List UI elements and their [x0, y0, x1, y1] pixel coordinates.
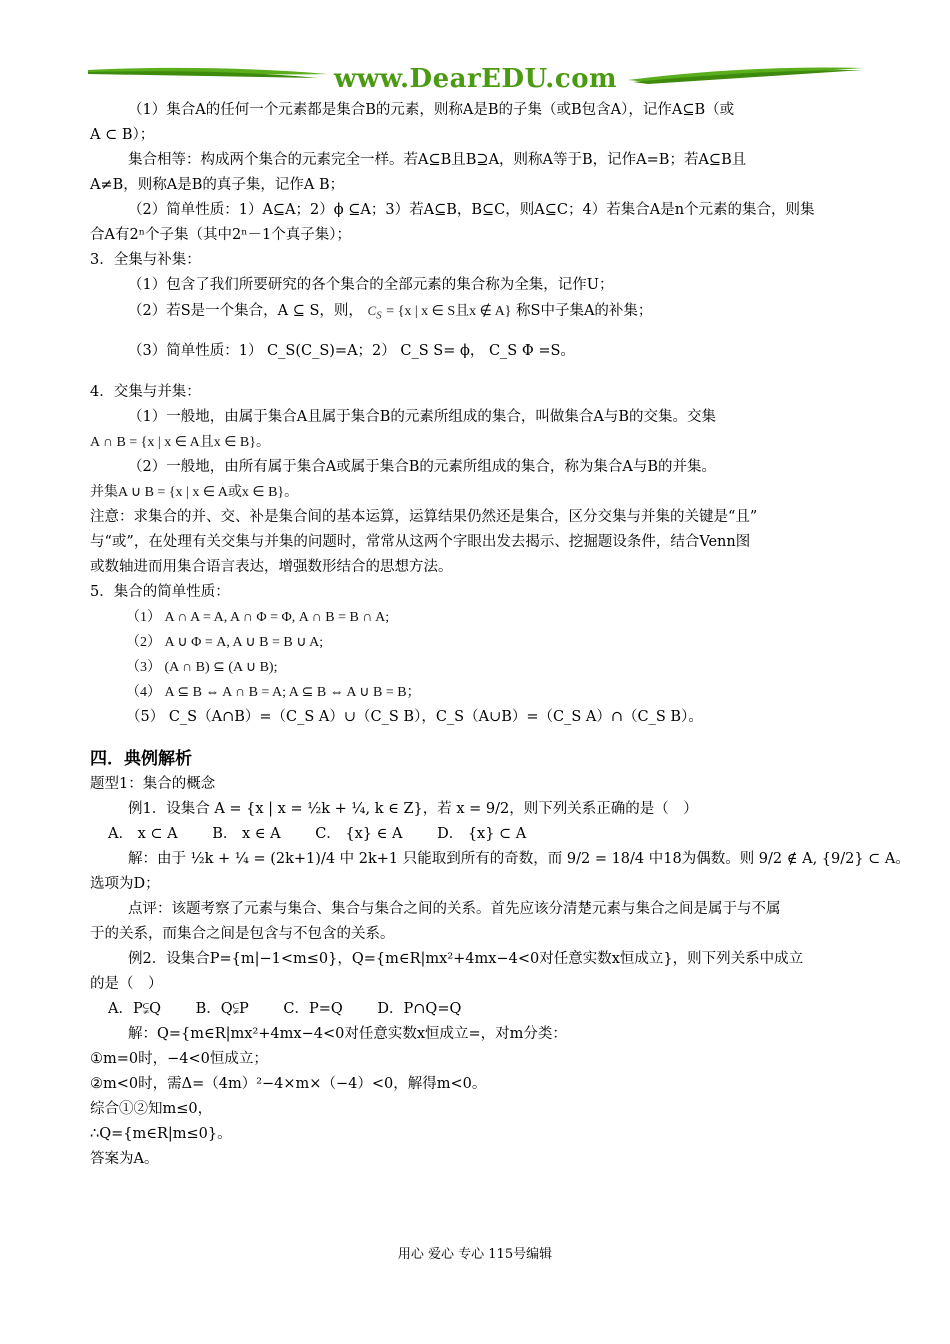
- example-solution: ∴Q={m∈R|m≤0}。: [90, 1125, 232, 1142]
- property-line: （3） (A ∩ B) ⊆ (A ∪ B);: [126, 659, 278, 675]
- option-d: D．P∩Q=Q: [377, 1000, 462, 1017]
- property-line: （5） C_S（A∩B）=（C_S A）∪（C_S B），C_S（A∪B）=（C_S A）∩（C_S B）。: [126, 708, 703, 725]
- section-heading: 4．交集与并集：: [90, 383, 201, 400]
- example-solution: ①m=0时，−4<0恒成立；: [90, 1050, 268, 1067]
- property-line: （2） A ∪ Φ = A, A ∪ B = B ∪ A;: [126, 634, 324, 650]
- property-line: （4） A ⊆ B ⇔ A ∩ B = A; A ⊆ B ⇔ A ∪ B = B；: [126, 684, 421, 700]
- site-title[interactable]: www.DearEDU.com: [333, 64, 618, 94]
- example-solution: 综合①②知m≤0，: [90, 1100, 213, 1117]
- example-answer: 选项为D；: [90, 875, 160, 892]
- property-line: （1） A ∩ A = A, A ∩ Φ = Φ, A ∩ B = B ∩ A;: [126, 609, 390, 625]
- section-title: 四．典例解析: [90, 748, 192, 769]
- section-heading: 5．集合的简单性质：: [90, 583, 230, 600]
- document-body: [90, 98, 910, 1172]
- text-line: 或数轴进而用集合语言表达，增强数形结合的思想方法。: [90, 558, 453, 575]
- text-line: （1）包含了我们所要研究的各个集合的全部元素的集合称为全集，记作U；: [128, 277, 614, 293]
- option-b: B． x ∈ A: [212, 825, 281, 842]
- text-line: A≠B，则称A是B的真子集，记作A B；: [90, 177, 345, 193]
- example-solution: 解：由于 ½k + ¼ = (2k+1)/4 中 2k+1 只能取到所有的奇数，而 9/2 = 18/4 中18为偶数。则 9/2 ∉ A, {9/2} ⊂ A。: [128, 850, 910, 867]
- option-a: A． x ⊂ A: [108, 825, 178, 842]
- example-comment: 于的关系，而集合之间是包含与不包含的关系。: [90, 925, 395, 942]
- option-c: C．P=Q: [283, 1000, 343, 1017]
- math-expression: = {x | x ∈ S且x ∉ A}: [386, 304, 512, 319]
- example-comment: 点评：该题考察了元素与集合、集合与集合之间的关系。首先应该分清楚元素与集合之间是属于与不属: [128, 900, 781, 917]
- example-solution: 解：Q={m∈R|mx²+4mx−4<0对任意实数x恒成立=，对m分类：: [128, 1025, 567, 1042]
- option-b: B．Q⫋P: [195, 1000, 249, 1017]
- example-question: 的是（ ）: [90, 975, 163, 992]
- example-options: [90, 997, 860, 1022]
- example-options: [90, 822, 860, 847]
- subsection-title: 题型1：集合的概念: [90, 775, 216, 792]
- text-line: （3）简单性质：1） C_S(C_S)=A；2） C_S S= ϕ， C_S Φ =S。: [128, 342, 575, 359]
- text-line: 与“或”，在处理有关交集与并集的问题时，常常从这两个字眼出发去揭示、挖掘题设条件，结合Venn图: [90, 533, 751, 550]
- example-question: 例2．设集合P={m|−1<m≤0}，Q={m∈R|mx²+4mx−4<0对任意实数x恒成立}，则下列关系中成立: [128, 950, 804, 967]
- text-line: 合A有2ⁿ个子集（其中2ⁿ－1个真子集）；: [90, 227, 351, 243]
- example-solution: ②m<0时，需Δ=（4m）²−4×m×（−4）<0，解得m<0。: [90, 1075, 487, 1092]
- example-answer: 答案为A。: [90, 1150, 159, 1167]
- page-footer: 用心 爱心 专心 115号编辑: [397, 1247, 553, 1262]
- option-d: D． {x} ⊂ A: [437, 825, 527, 842]
- option-c: C． {x} ∈ A: [315, 825, 403, 842]
- text-line: 注意：求集合的并、交、补是集合间的基本运算，运算结果仍然还是集合，区分交集与并集的关键是“且”: [90, 508, 758, 525]
- text-line: （1）一般地，由属于集合A且属于集合B的元素所组成的集合，叫做集合A与B的交集。交集: [128, 408, 716, 425]
- text-line: （1）集合A的任何一个元素都是集合B的元素，则称A是B的子集（或B包含A），记作A⊆B（或: [128, 102, 735, 118]
- text-line: （2）一般地，由所有属于集合A或属于集合B的元素所组成的集合，称为集合A与B的并集。: [128, 458, 716, 475]
- text-fragment: 称S中子集A的补集；: [516, 303, 653, 319]
- complement-symbol: $C_S$: [367, 303, 382, 322]
- site-header-banner: [88, 60, 863, 96]
- text-line: A ⊂ B）；: [90, 127, 155, 143]
- text-fragment: （2）若S是一个集合，A ⊆ S，则，: [128, 303, 363, 319]
- complement-definition: [90, 298, 860, 329]
- math-expression: A ∩ B = {x | x ∈ A且x ∈ B}。: [90, 434, 270, 450]
- example-question: 例1．设集合 A = {x | x = ½k + ¼, k ∈ Z}，若 x = 9/2，则下列关系正确的是（ ）: [128, 800, 698, 817]
- math-expression: 并集A ∪ B = {x | x ∈ A或x ∈ B}。: [90, 484, 299, 500]
- text-line: 集合相等：构成两个集合的元素完全一样。若A⊆B且B⊇A，则称A等于B，记作A=B；若A⊆B且: [128, 152, 747, 168]
- section-heading: 3．全集与补集：: [90, 252, 201, 268]
- text-line: （2）简单性质：1）A⊆A；2）ϕ ⊆A；3）若A⊆B，B⊆C，则A⊆C；4）若集合A是n个元素的集合，则集: [128, 202, 815, 218]
- option-a: A．P⫋Q: [108, 1000, 161, 1017]
